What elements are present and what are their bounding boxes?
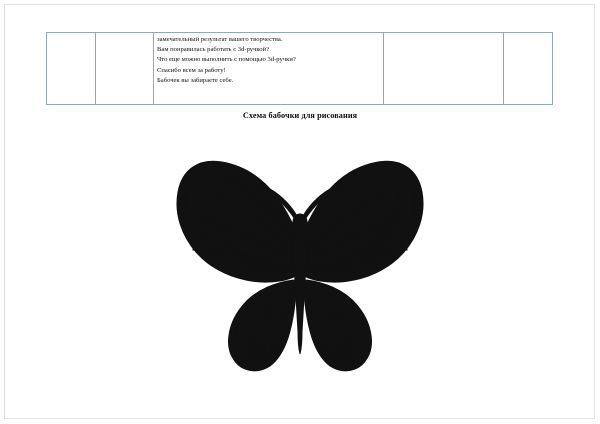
butterfly-outline-icon (160, 140, 440, 380)
table-cell-empty-right-2 (504, 33, 553, 105)
cell-text-line-1: замечательный результат вашего творчества. (157, 36, 283, 43)
table-cell-empty-left-2 (96, 33, 154, 105)
cell-text-line-2: Вам понравилась работать с 3d-ручкой? (157, 46, 270, 54)
butterfly-figure (160, 140, 440, 380)
table-cell-empty-right-1 (384, 33, 504, 105)
table-cell-empty-left-1 (47, 33, 96, 105)
cell-text-block (157, 35, 380, 86)
figure-caption: Схема бабочки для рисования (242, 111, 358, 120)
cell-text-line-5: Бабочек вы забираете себе. (157, 76, 234, 84)
table-row (47, 33, 553, 105)
cell-text-line-4: Спасибо всем за работу! (157, 66, 226, 74)
table-cell-text (154, 33, 384, 105)
content-table (46, 32, 553, 105)
cell-text-line-3: Что еще можно выполнить с помощью 3d-ручки? (157, 56, 296, 64)
